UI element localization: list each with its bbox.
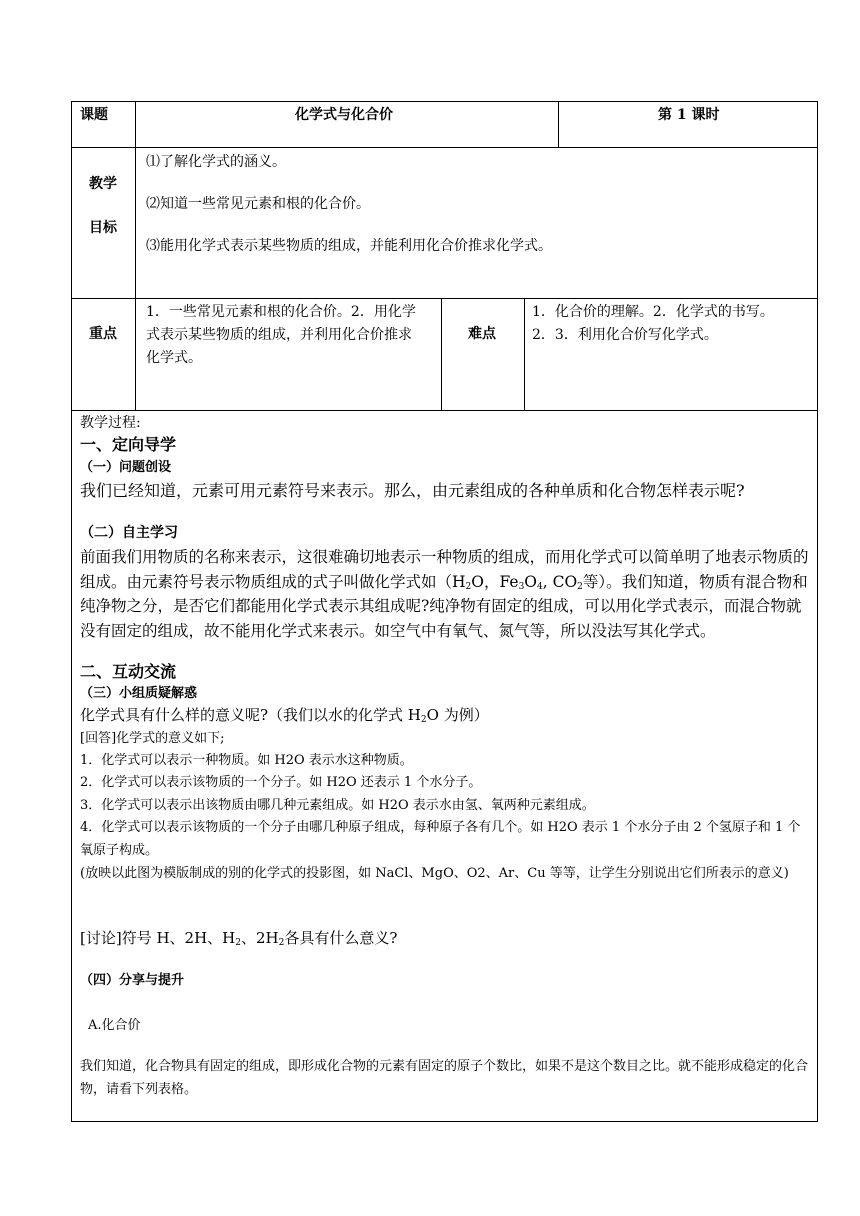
difficulties-label: 难点	[468, 326, 496, 342]
discussion: [讨论]符号 H、2H、$H_2$、$2H_2$各具有什么意义?	[80, 929, 398, 948]
difficulties-text: 2．3．利用化合价写化学式。	[532, 327, 718, 343]
question: 化学式具有什么样的意义呢?（我们以水的化学式 $H_2O$ 为例）	[80, 706, 489, 725]
answer-item: 4．化学式可以表示该物质的一个分子由哪几种原子组成，每种原子各有几个。如 H2O 表示 1 个水分子由 2 个氢原子和 1 个氧原子构成。	[80, 820, 801, 858]
objective-item: ⑴了解化学式的涵义。	[146, 154, 286, 170]
paragraph: 前面我们用物质的名称来表示，这很难确切地表示一种物质的组成，而用化学式可以简单明了地表示物质的组成。由元素符号表示物质组成的式子叫做化学式如（$H_2O$，$Fe_3O_4$, $CO_2$等）。我们知道，物质有混合物和纯净物之分，是否它们都能用化学式表示其组成呢?纯净物有固定的组成，可以用化学式表示，而混合物就没有固定的组成，故不能用化学式来表示。如空气中有氧气、氮气等，所以没法写其化学式。	[80, 548, 809, 640]
subsection-heading: （四）分享与提升	[80, 973, 185, 988]
lesson-number: 第 1 课时	[658, 107, 720, 123]
key-points-text: 1．一些常见元素和根的化合价。2．用化学	[146, 304, 416, 320]
column-divider	[524, 298, 525, 410]
projection-note: (放映以此图为模版制成的别的化学式的投影图，如 NaCl、MgO、O2、Ar、Cu 等等，让学生分别说出它们所表示的意义)	[80, 866, 789, 881]
subsection-heading: （二）自主学习	[80, 525, 178, 541]
key-points-label: 重点	[89, 326, 117, 342]
column-divider	[441, 298, 442, 410]
subheading-a: A.化合价	[88, 1018, 141, 1033]
column-divider	[558, 101, 559, 148]
topic-label: 课题	[80, 107, 108, 123]
row-divider	[71, 298, 818, 299]
section-heading: 一、定向导学	[80, 435, 177, 454]
difficulties-text: 1．化合价的理解。2．化学式的书写。	[532, 304, 774, 320]
key-points-text: 式表示某些物质的组成，并利用化合价推求	[146, 327, 412, 343]
row-divider	[71, 410, 818, 411]
subsection-heading: （一）问题创设	[80, 460, 172, 475]
paragraph: 我们已经知道，元素可用元素符号来表示。那么，由元素组成的各种单质和化合物怎样表示呢?	[80, 481, 745, 500]
subsection-heading: （三）小组质疑解惑	[80, 686, 198, 701]
topic-title: 化学式与化合价	[295, 107, 393, 123]
objective-item: ⑵知道一些常见元素和根的化合价。	[146, 196, 370, 212]
answer-item: 1．化学式可以表示一种物质。如 H2O 表示水这种物质。	[80, 753, 413, 768]
answer-item: 2．化学式可以表示该物质的一个分子。如 H2O 还表示 1 个水分子。	[80, 775, 482, 790]
objectives-label: 教学	[89, 176, 117, 192]
objective-item: ⑶能用化学式表示某些物质的组成，并能利用化合价推求化学式。	[146, 238, 552, 254]
column-divider	[135, 101, 136, 410]
section-heading: 二、互动交流	[80, 662, 177, 681]
answer-intro: [回答]化学式的意义如下;	[80, 731, 225, 746]
paragraph: 我们知道，化合物具有固定的组成，即形成化合物的元素有固定的原子个数比，如果不是这个数目之比。就不能形成稳定的化合物，请看下列表格。	[80, 1059, 809, 1097]
process-intro: 教学过程:	[80, 415, 141, 431]
row-divider	[71, 147, 818, 148]
objectives-label: 目标	[89, 220, 117, 236]
answer-item: 3．化学式可以表示出该物质由哪几种元素组成。如 H2O 表示水由氢、氧两种元素组成。	[80, 798, 595, 813]
key-points-text: 化学式。	[146, 350, 202, 366]
